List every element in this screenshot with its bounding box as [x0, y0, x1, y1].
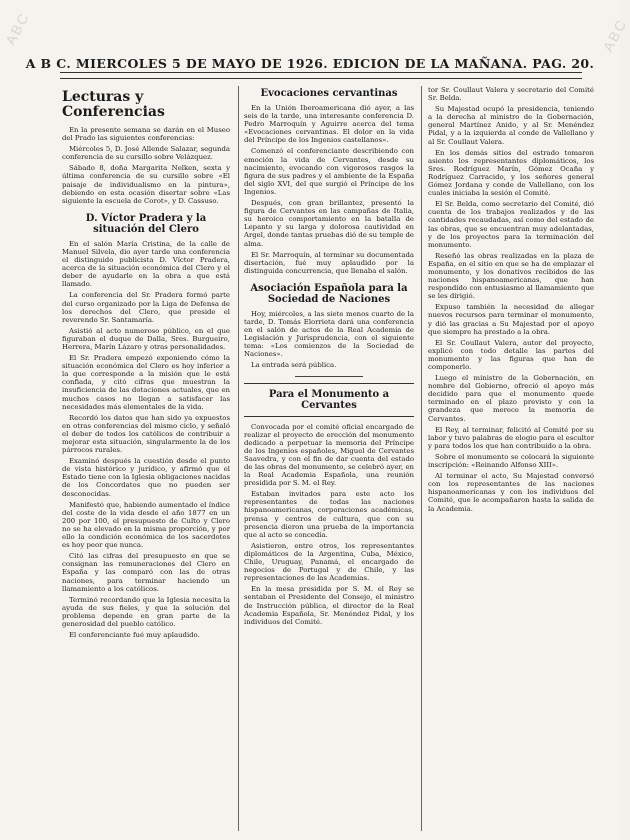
paragraph: Recordó los datos que han sido ya expuestos en otras conferencias del mismo ciclo, y señaló el deber de todos los católicos de contribuir a mejorar esta situación, singularmente la de los párrocos rurales.	[62, 413, 230, 455]
watermark-left: ABC	[2, 9, 33, 48]
paragraph: tor Sr. Coullaut Valera y secretario del Comité Sr. Belda.	[428, 86, 594, 103]
paragraph: El conferenciante fué muy aplaudido.	[69, 631, 200, 640]
paragraph: El Sr. Coullaut Valera, autor del proyecto, explicó con todo detalle las partes del monumento y las figuras que han de componerlo.	[428, 338, 594, 371]
paragraph: Estaban invitados para este acto los representantes de todas las naciones hispanoamericanas, corporaciones académicas, prensa y centros de cultura, que con su presencia dieron una prueba de la importancia que al acto se concedía.	[244, 490, 414, 539]
section-rule	[295, 376, 363, 377]
paragraph: La conferencia del Sr. Pradera formó parte del curso organizado por la Liga de Defensa de los derechos del Clero, que preside el reverendo Sr. Santamaría.	[62, 291, 230, 324]
column-divider-1	[238, 86, 239, 831]
paragraph: El Sr. Marroquín, al terminar su documentada disertación, fué muy aplaudido por la distinguida concurrencia, que llenaba el salón.	[244, 250, 414, 275]
article-heading-monumento: Para el Monumento a Cervantes	[268, 388, 390, 411]
article-heading-pradera: D. Víctor Pradera y la situación del Clero	[85, 212, 207, 235]
paragraph: Expuso también la necesidad de allegar nuevos recursos para terminar el monumento, y dió las gracias a Su Majestad por el apoyo que siempre ha prestado a la obra.	[428, 303, 594, 336]
article-heading-asociacion: Asociación Española para la Sociedad de Naciones	[250, 282, 408, 305]
paragraph: En la mesa presidida por S. M. el Rey se sentaban el Presidente del Consejo, el ministro de Instrucción pública, el director de la Real Academia Española, Sr. Menéndez Pidal, y los individuos del Comité.	[244, 585, 414, 626]
paragraph: Hoy, miércoles, a las siete menos cuarto de la tarde, D. Tomás Elorrieta dará una conferencia en el salón de actos de la Real Academia de Legislación y Jurisprudencia, con el siguiente tema: «Los comienzos de la Sociedad de Naciones».	[244, 309, 414, 359]
column-3	[428, 86, 594, 831]
paragraph: Reseñó las obras realizadas en la plaza de España, en el sitio en que se ha de emplazar el monumento, y los donativos recibidos de las naciones hispanoamericanas, que han respondido con entusiasmo al llamamiento que se les dirigió.	[428, 251, 594, 301]
paragraph: Su Majestad ocupó la presidencia, teniendo a la derecha al ministro de la Gobernación, general Martínez Anido, y al Sr. Menéndez Pidal, y a la izquierda al conde de Vallellano y al Sr. Coullaut Valera.	[428, 105, 594, 146]
paragraph: Examinó después la cuestión desde el punto de vista histórico y jurídico, y afirmó que el Estado tiene con la Iglesia obligaciones nacidas de los Concordatos que no pueden ser desconocidas.	[62, 457, 230, 498]
page-header: A B C. MIERCOLES 5 DE MAYO DE 1926. EDICION DE LA MAÑANA. PAG. 20.	[25, 56, 595, 71]
paragraph: El Rey, al terminar, felicitó al Comité por su labor y tuvo palabras de elogio para el escultor y para todos los que han contribuido a la obra.	[428, 425, 594, 450]
article-heading-evocaciones: Evocaciones cervantinas	[260, 88, 398, 99]
paragraph: Citó las cifras del presupuesto en que se consignan las remuneraciones del Clero en España y las comparó con las de otras naciones, para terminar haciendo un llamamiento a los católicos.	[62, 552, 230, 593]
header-rule-top	[60, 72, 582, 73]
heading-box	[244, 383, 414, 417]
paragraph: En la presente semana se darán en el Museo del Prado las siguientes conferencias:	[62, 126, 230, 143]
paragraph: Convocada por el comité oficial encargado de realizar el proyecto de erección del monumento dedicado a perpetuar la memoria del Príncipe de los Ingenios españoles, Miguel de Cervantes Saavedra, y con el fin de dar cuenta del estado de las obras del monumento, se celebró ayer, en la Real Academia Española, una reunión presidida por S. M. el Rey.	[244, 422, 414, 488]
paragraph: Terminó recordando que la Iglesia necesita la ayuda de sus fieles, y que la solución del problema depende en gran parte de la generosidad del pueblo católico.	[62, 595, 230, 628]
paragraph: El Sr. Pradera empezó exponiendo cómo la situación económica del Clero es hoy inferior a la que corresponde a la misión que le está confiada, y citó cifras que muestran la insuficiencia de las dotaciones actuales, que en muchos casos no llegan a satisfacer las necesidades más elementales de la vida.	[62, 354, 230, 411]
column-1	[62, 86, 230, 831]
paragraph: Sobre el monumento se colocará la siguiente inscripción: «Reinando Alfonso XIII».	[428, 452, 594, 470]
paragraph: La entrada será pública.	[251, 361, 337, 370]
paragraph: Comenzó el conferenciante describiendo con emoción la vida de Cervantes, desde su nacimiento, evocando con vigorosos rasgos la figura de sus padres y el ambiente de la España del siglo XVI, del que surgió el Príncipe de los Ingenios.	[244, 147, 414, 196]
paragraph: En los demás sitios del estrado tomaron asiento los representantes diplomáticos, los Sres. Rodríguez Marín, Gómez Ocaña y Rodríguez Carracido, y los señores general Gómez Jordana y conde de Vallellano, con los cuales iniciaba la sesión el Comité.	[428, 148, 594, 198]
column-2	[244, 86, 414, 831]
paragraph: Después, con gran brillantez, presentó la figura de Cervantes en las campañas de Italia, su heroico comportamiento en la batalla de Lepanto y su larga y dolorosa cautividad en Argel, donde tantas pruebas dió de su temple de alma.	[244, 199, 414, 248]
paragraph: Miércoles 5, D. José Allende Salazar, segunda conferencia de su cursillo sobre Velázquez.	[62, 145, 230, 162]
paragraph: En el salón María Cristina, de la calle de Manuel Silvela, dio ayer tarde una conferencia el distinguido publicista D. Víctor Pradera, acerca de la situación económica del Clero y el deber de ayudarle en la obra a que está llamado.	[62, 239, 230, 289]
paragraph: En la Unión Iberoamericana dió ayer, a las seis de la tarde, una interesante conferencia D. Pedro Marroquín y Aguirre acerca del tema «Evocaciones cervantinas. El dolor en la vida del Príncipe de los Ingenios castellanos».	[244, 104, 414, 145]
paragraph: Asistieron, entre otros, los representantes diplomáticos de la Argentina, Cuba, México, Chile, Uruguay, Panamá, el encargado de negocios de Portugal y de Chile, y las representaciones de las Academias.	[244, 541, 414, 583]
paragraph: Asistió al acto numeroso público, en el que figuraban el duque de Dalla, Sres. Burgueiro, Herrera, Marín Lázaro y otras personalidades.	[62, 326, 230, 351]
paragraph: Luego el ministro de la Gobernación, en nombre del Gobierno, ofreció el apoyo más decidido para que el monumento quede terminado en el plazo previsto y con la grandeza que merece la memoria de Cervantes.	[428, 374, 594, 423]
paragraph: Al terminar el acto, Su Majestad conversó con los representantes de las naciones hispanoamericanas y con los individuos del Comité, que le acompañaron hasta la salida de la Academia.	[428, 472, 594, 513]
column-divider-2	[421, 86, 422, 831]
watermark-right: ABC	[599, 16, 630, 55]
paragraph: El Sr. Belda, como secretario del Comité, dió cuenta de los trabajos realizados y de las cantidades recaudadas, así como del estado de las obras, que se encuentran muy adelantadas, y de los proyectos para la terminación del monumento.	[428, 200, 594, 249]
paragraph: Manifestó que, habiendo aumentado el índice del coste de la vida desde el año 1877 en un 200 por 100, el presupuesto de Culto y Clero no se ha elevado en la misma proporción, y por ello la condición económica de los sacerdotes es hoy peor que nunca.	[62, 500, 230, 550]
section-title-lecturas: Lecturas y Conferencias	[62, 89, 165, 120]
header-rule-bottom	[60, 78, 582, 79]
paragraph: Sábado 8, doña Margarita Nelken, sexta y última conferencia de su cursillo sobre «El paisaje de individualismo en la pintura», debiendo en esta ocasión disertar sobre «Las siguiente la escuela de Corot», y D. Cassuso.	[62, 164, 230, 205]
